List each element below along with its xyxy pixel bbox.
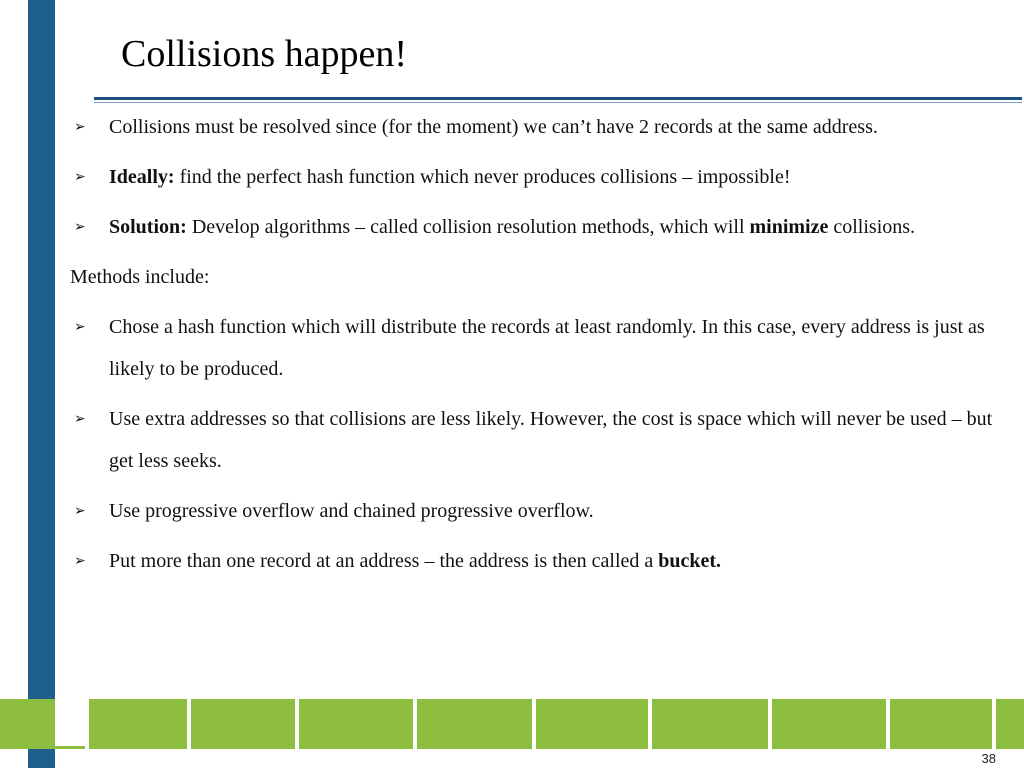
bullet-text: Chose a hash function which will distribute the records at least randomly. In this case, every address is just as likely to be produced. <box>109 316 985 380</box>
bullet-bold-lead: Solution: <box>109 216 187 238</box>
bullet-ideally <box>70 156 1016 198</box>
title-underline-thin <box>94 102 1022 103</box>
footer-divider <box>187 699 191 749</box>
page-number: 38 <box>981 751 996 766</box>
bullet-method-bucket <box>70 540 1016 582</box>
bullet-method-hash-function <box>70 306 1016 390</box>
bullet-text: find the perfect hash function which never produces collisions – impossible! <box>174 166 791 188</box>
bullet-text: Develop algorithms – called collision resolution methods, which will <box>186 216 750 238</box>
bullet-collisions-resolved <box>70 106 1016 148</box>
bullet-method-progressive-overflow <box>70 490 1016 532</box>
footer-divider <box>886 699 890 749</box>
arrow-bullet-icon: ➢ <box>74 503 86 519</box>
bullet-bold-term: bucket. <box>658 550 722 572</box>
slide-title: Collisions happen! <box>121 33 408 75</box>
footer-divider <box>768 699 772 749</box>
bullet-text-tail: collisions. <box>828 216 916 238</box>
bullet-bold-emphasis: minimize <box>749 216 829 238</box>
bullet-solution <box>70 206 1016 248</box>
bullet-text: Use progressive overflow and chained progressive overflow. <box>109 500 594 522</box>
footer-notch <box>55 699 85 746</box>
footer-divider <box>532 699 536 749</box>
footer-divider <box>295 699 299 749</box>
arrow-bullet-icon: ➢ <box>74 553 86 569</box>
arrow-bullet-icon: ➢ <box>74 319 86 335</box>
arrow-bullet-icon: ➢ <box>74 411 86 427</box>
bullet-bold-lead: Ideally: <box>109 166 175 188</box>
arrow-bullet-icon: ➢ <box>74 219 86 235</box>
footer-divider <box>648 699 652 749</box>
footer-divider <box>992 699 996 749</box>
bullet-method-extra-addresses <box>70 398 1016 482</box>
arrow-bullet-icon: ➢ <box>74 119 86 135</box>
footer-green-band <box>0 699 1024 749</box>
arrow-bullet-icon: ➢ <box>74 169 86 185</box>
methods-label: Methods include: <box>70 266 210 288</box>
bullet-text: Collisions must be resolved since (for the moment) we can’t have 2 records at the same address. <box>109 116 878 138</box>
bullet-text: Use extra addresses so that collisions are less likely. However, the cost is space which will never be used – but get less seeks. <box>109 408 993 472</box>
footer-divider <box>85 699 89 749</box>
slide-content <box>70 106 1016 590</box>
title-underline-thick <box>94 97 1022 100</box>
footer-divider <box>413 699 417 749</box>
bullet-text: Put more than one record at an address – the address is then called a <box>109 550 659 572</box>
left-accent-bar <box>28 0 55 768</box>
